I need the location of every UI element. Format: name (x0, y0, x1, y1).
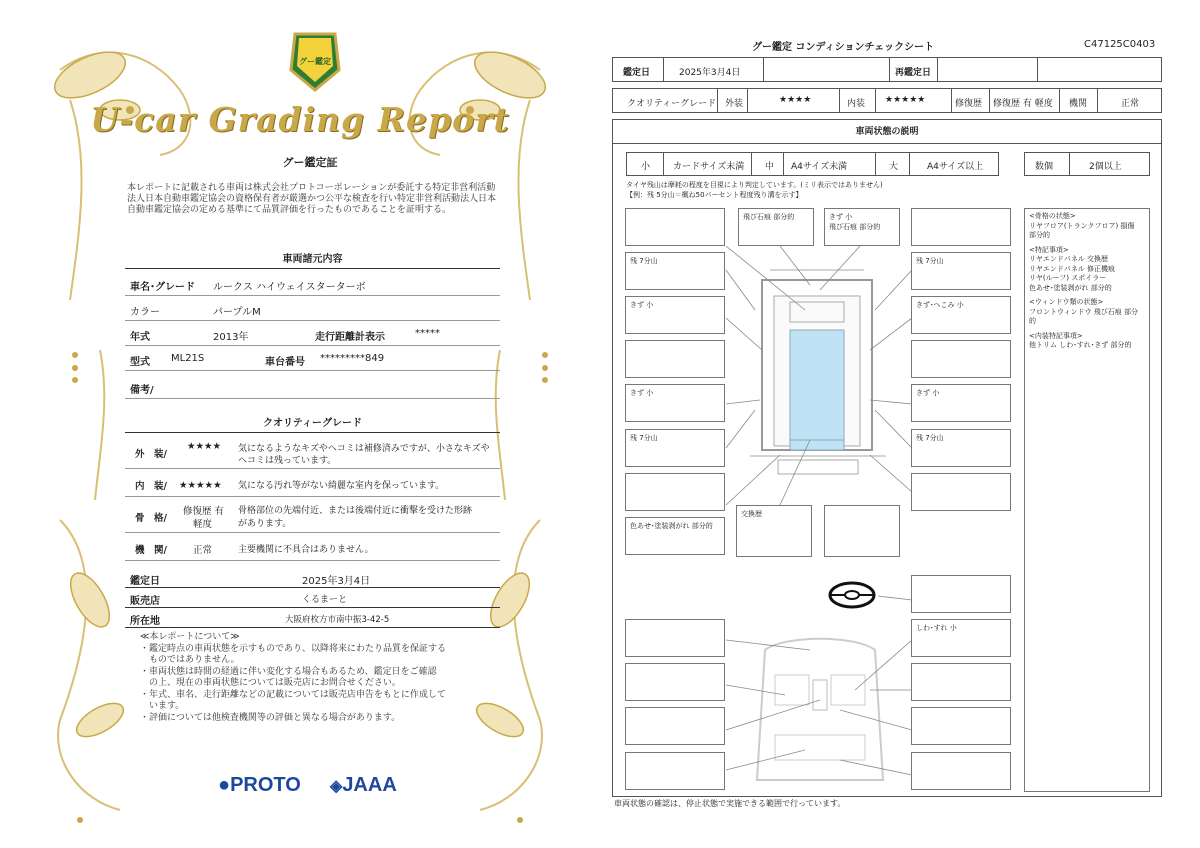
frame-desc-2: があります。 (238, 519, 292, 529)
proto-logo: ●PROTO (218, 774, 301, 796)
engine-label-sheet: 機関 (1069, 99, 1088, 109)
spec-row-color (125, 297, 500, 321)
damage-box (911, 752, 1011, 790)
damage-box-windshield (738, 208, 814, 246)
chassis-value: *********849 (320, 353, 385, 364)
legend-count-key: 数個 (1035, 162, 1054, 172)
exterior-grade: ★★★★ (187, 441, 222, 452)
name-value: ルークス ハイウェイスターターボ (213, 282, 366, 293)
damage-box-roof (824, 208, 900, 246)
qg-label: クオリティーグレード (627, 99, 717, 109)
date-value: 2025年3月4日 (679, 68, 741, 78)
about-line: ・年式、車名、走行距離などの記載については販売店申告をもとに作成して (140, 689, 446, 700)
model-label: 型式 (130, 357, 150, 368)
chassis-label: 車台番号 (265, 357, 305, 368)
appraisal-date-row (125, 566, 500, 588)
spec-heading: 車両諸元内容 (125, 250, 500, 269)
engine-label: 機 関/ (135, 545, 167, 556)
damage-box (911, 707, 1011, 745)
note-line: リヤエンドパネル 交換歴 (1029, 255, 1108, 263)
about-line: の上、現在の車両状態については販売店にお問合せください。 (140, 678, 401, 688)
damage-box (625, 619, 725, 657)
dealer-row (125, 588, 500, 608)
frame-grade: 修復歴 有 (183, 506, 225, 517)
damage-box (625, 340, 725, 378)
dealer-label: 販売店 (130, 596, 160, 607)
exterior-label: 外 装/ (135, 449, 167, 460)
roof-text: きず 小 飛び石痕 部分的 (829, 213, 881, 231)
about-line: ものではありません。 (140, 655, 240, 665)
quality-row-interior (125, 471, 500, 497)
tire-fr-text: 残 7分山 (916, 257, 944, 265)
remarks-label: 備考/ (130, 385, 154, 396)
odo-label: 走行距離計表示 (315, 332, 385, 343)
about-line: ・鑑定時点の車両状態を示すものであり、以降将来にわたり品質を保証する (140, 643, 447, 654)
damage-box-interior-r (911, 619, 1011, 657)
interior-r-text: しわ･すれ 小 (916, 624, 957, 632)
proto-logo-text: PROTO (230, 774, 301, 796)
note-line: <特記事項> (1029, 245, 1069, 254)
tire-rr-text: 残 7分山 (916, 434, 944, 442)
legend-large-value: A4サイズ以上 (927, 162, 984, 172)
sheet-title: グー鑑定 コンディションチェックシート (752, 42, 935, 53)
note-line: リヤエンドパネル 修正機痕 (1029, 264, 1115, 273)
note-line: <ウィンドウ類の状態> (1029, 298, 1104, 306)
rear-l-text: 色あせ･塗装剥がれ 部分的 (630, 522, 713, 530)
door-l-text: きず 小 (630, 389, 654, 397)
explain-heading: 車両状態の説明 (613, 120, 1161, 144)
note-line: 色あせ･塗装剥がれ 部分的 (1029, 283, 1112, 292)
legend-medium-value: A4サイズ未満 (791, 162, 848, 172)
ext-label: 外装 (725, 99, 744, 109)
legend-large-key: 大 (889, 162, 899, 172)
badge-text: グー鑑定 (299, 57, 331, 66)
frame-grade-2: 軽度 (193, 519, 213, 530)
damage-box-tire-rr (911, 429, 1011, 467)
frame-desc-1: 骨格部位の先端付近、または後端付近に衝撃を受けた形跡 (238, 506, 473, 516)
notes-panel (1024, 208, 1150, 792)
note-line: リヤ(ルーフ) スポイラー (1029, 274, 1107, 282)
year-value: 2013年 (213, 332, 249, 343)
windshield-text: 飛び石痕 部分的 (743, 213, 795, 221)
appraisal-date-value: 2025年3月4日 (302, 576, 371, 587)
address-value: 大阪府枚方市南中振3-42-5 (285, 615, 390, 625)
quality-row-engine (125, 535, 500, 561)
note-line: <内装特記事項> (1029, 331, 1083, 340)
goo-appraisal-badge (287, 30, 343, 94)
ext-grade: ★★★★ (779, 95, 812, 105)
damage-box (625, 707, 725, 745)
address-label: 所在地 (130, 616, 160, 627)
fender-r-text: きず･へこみ 小 (916, 301, 964, 309)
fender-l-text: きず 小 (630, 301, 654, 309)
damage-box (911, 575, 1011, 613)
rear-center-text: 交換歴 (741, 510, 762, 518)
damage-box-tire-fl (625, 252, 725, 290)
year-label: 年式 (130, 332, 150, 343)
door-r-text: きず 小 (916, 389, 940, 397)
damage-box (625, 208, 725, 246)
frame-label: 骨 格/ (135, 513, 167, 524)
quality-heading: クオリティーグレード (125, 414, 500, 433)
damage-box-fender-r (911, 296, 1011, 334)
about-line: います。 (140, 701, 185, 711)
note-line: 部分的 (1029, 231, 1050, 239)
address-row (125, 608, 500, 628)
tire-note-2: 【例：残 5分山＝概ね50パーセント程度残り溝を示す】 (626, 191, 803, 199)
sheet-footer: 車両状態の確認は、停止状態で実施できる範囲で行っています。 (614, 799, 846, 808)
quality-row-frame (125, 499, 500, 533)
damage-box (911, 208, 1011, 246)
dealer-value: くるまーと (302, 595, 348, 605)
spec-row-remarks (125, 375, 500, 399)
legend-small-value: カードサイズ未満 (673, 162, 745, 172)
damage-box (911, 340, 1011, 378)
quality-row-exterior (125, 435, 500, 469)
sheet-code: C47125C0403 (1084, 39, 1156, 50)
damage-box (911, 473, 1011, 511)
color-value: パープルM (213, 307, 261, 318)
about-heading: ≪本レポートについて≫ (140, 632, 240, 642)
legend-small-key: 小 (641, 162, 651, 172)
redate-label: 再鑑定日 (895, 68, 932, 78)
name-label: 車名･グレード (130, 282, 195, 293)
date-label: 鑑定日 (623, 68, 651, 78)
interior-grade: ★★★★★ (179, 480, 222, 491)
report-title: U-car Grading Report (90, 100, 510, 139)
jaaa-logo-text: JAAA (342, 774, 397, 796)
damage-box (911, 663, 1011, 701)
damage-box-rear-center (736, 505, 812, 557)
repair-label: 修復歴 (955, 99, 983, 109)
tire-fl-text: 残 7分山 (630, 257, 658, 265)
interior-label: 内 装/ (135, 481, 167, 492)
exterior-desc-2: ヘコミは残っています。 (238, 456, 337, 466)
note-line: 他トリム しわ･すれ･きず 部分的 (1029, 341, 1132, 349)
int-label: 内装 (847, 99, 866, 109)
damage-box-rear-l (625, 517, 725, 555)
interior-desc: 気になる汚れ等がない綺麗な室内を保っています。 (238, 481, 445, 491)
certificate-intro: 本レポートに記載される車両は株式会社プロトコーポレーションが委託する特定非営利活動法人日本自動車鑑定協会の資格保有者が厳選かつ公平な検査を行い特定非営利活動法人日本自動車鑑定協会の定める基準にて品質評価を行ったものであることを証明する。 (127, 183, 497, 215)
damage-box (824, 505, 900, 557)
note-line: フロントウィンドウ 飛び石痕 部分的 (1029, 307, 1139, 325)
model-value: ML21S (171, 353, 205, 364)
odo-value: ***** (415, 328, 440, 339)
spec-row-year (125, 322, 500, 346)
damage-box-tire-fr (911, 252, 1011, 290)
jaaa-logo: ◈JAAA (330, 774, 397, 796)
damage-box (625, 752, 725, 790)
about-report (140, 632, 495, 724)
repair-value: 修復歴 有 軽度 (993, 99, 1053, 109)
spec-row-model (125, 347, 500, 371)
damage-box-door-l (625, 384, 725, 422)
about-line: ・評価については他検査機関等の評価と異なる場合があります。 (140, 712, 401, 723)
color-label: カラー (130, 307, 160, 318)
damage-box-fender-l (625, 296, 725, 334)
legend-medium-key: 中 (765, 162, 775, 172)
note-line: <骨格の状態> (1029, 212, 1076, 220)
damage-box (625, 473, 725, 511)
tire-note-1: タイヤ残山は摩耗の程度を目視により判定しています。(ミリ表示ではありません) (626, 181, 883, 189)
about-line: ・車両状態は時間の経過に伴い変化する場合もあるため、鑑定日をご確認 (140, 666, 437, 677)
certificate-subtitle: グー鑑定証 (282, 156, 338, 169)
appraisal-date-label: 鑑定日 (130, 576, 160, 587)
int-grade: ★★★★★ (885, 95, 926, 105)
damage-box-door-r (911, 384, 1011, 422)
damage-box (625, 663, 725, 701)
exterior-desc-1: 気になるようなキズやヘコミは補修済みですが、小さなキズや (238, 444, 490, 454)
engine-desc: 主要機関に不具合はありません。 (238, 545, 374, 555)
engine-value-sheet: 正常 (1121, 99, 1140, 109)
note-line: リヤフロア(トランクフロア) 損傷 (1029, 221, 1135, 230)
engine-grade: 正常 (193, 545, 213, 556)
tire-rl-text: 残 7分山 (630, 434, 658, 442)
spec-row-name (125, 272, 500, 296)
legend-count-value: 2個以上 (1089, 162, 1122, 172)
damage-box-tire-rl (625, 429, 725, 467)
